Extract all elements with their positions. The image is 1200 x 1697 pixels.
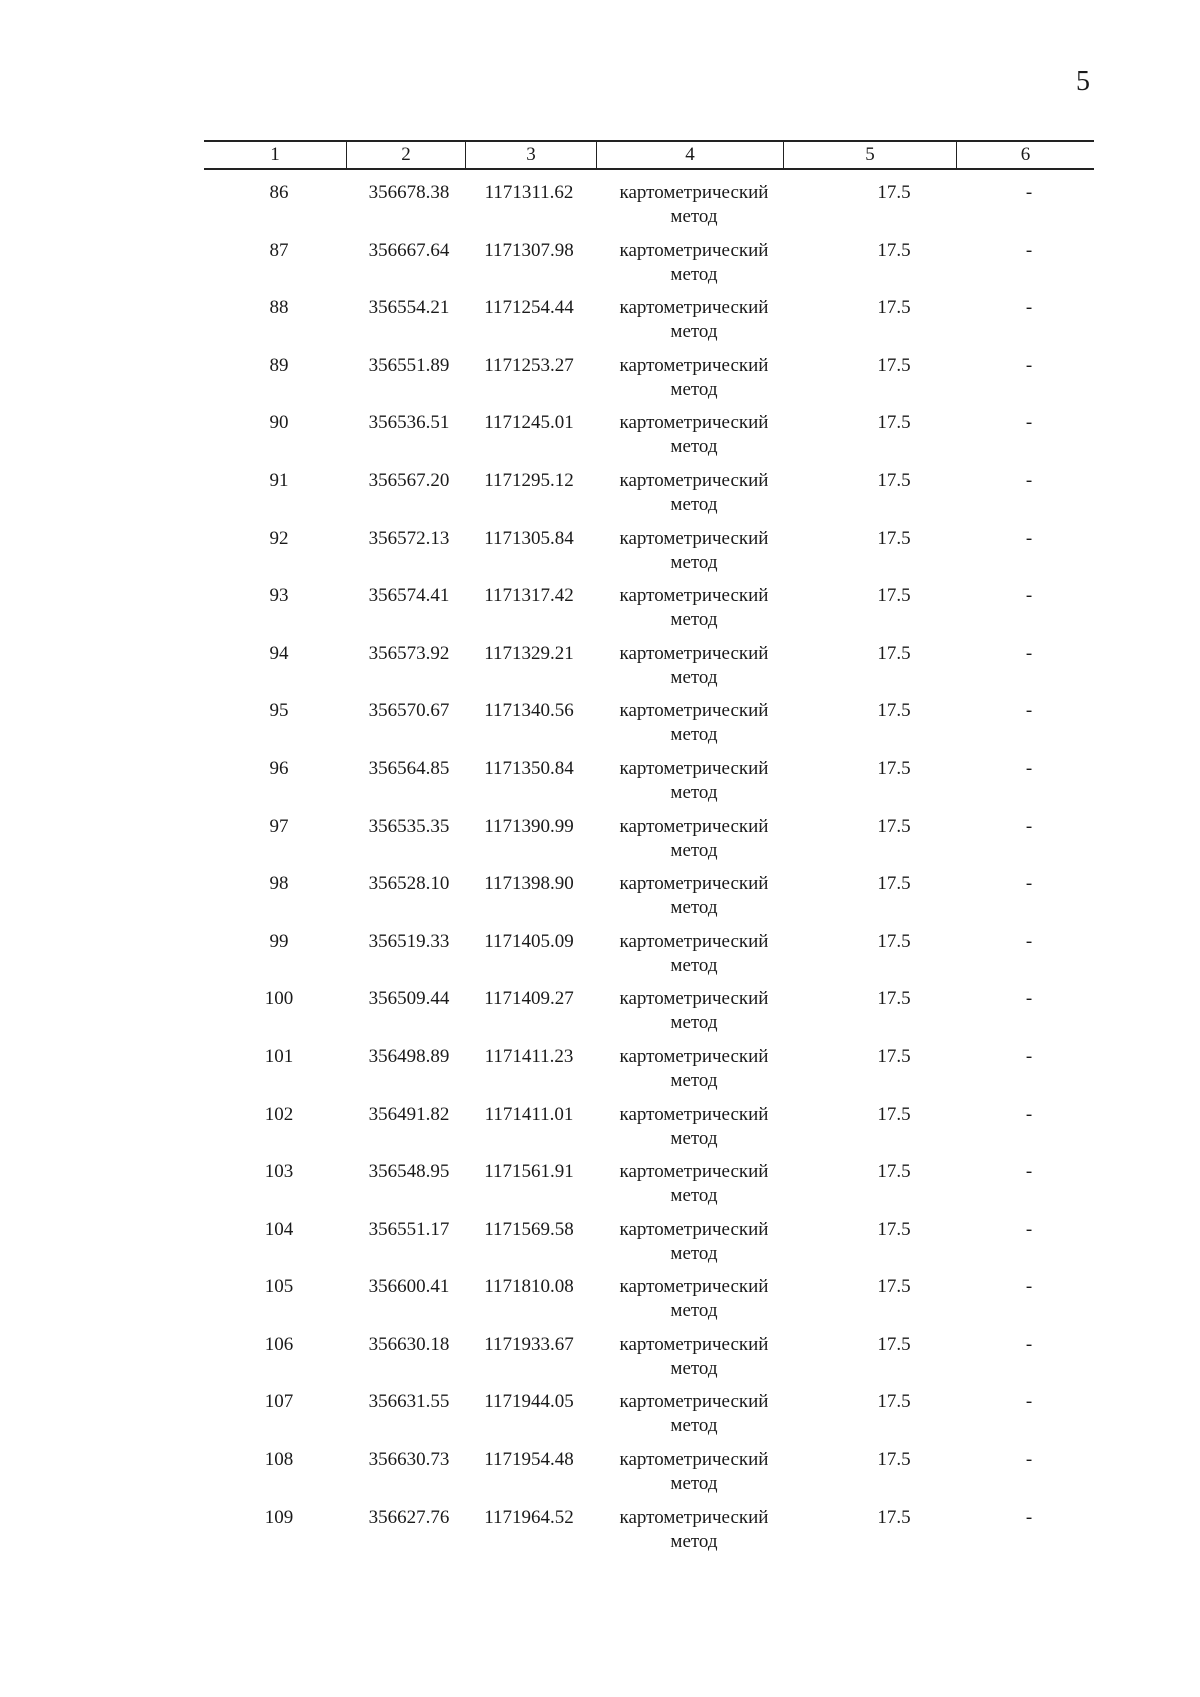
point-number: 90 [269,412,289,434]
method [594,411,794,459]
coord-y: 1171411.01 [484,1103,574,1125]
table-row [204,757,1094,815]
accuracy: 17.5 [877,469,911,491]
method-line-2: метод [670,378,718,400]
accuracy: 17.5 [877,354,911,376]
point-number: 109 [264,1506,294,1528]
coord-x: 356678.38 [368,182,450,203]
table-row [204,1218,1094,1276]
point-number: 89 [269,354,289,376]
method-line-2: метод [670,436,718,458]
point-number: 88 [269,297,289,319]
accuracy: 17.5 [877,642,911,664]
method-line-1: картометрический [619,182,769,203]
method-line-2: метод [670,551,718,573]
accuracy: 17.5 [877,182,911,203]
method-line-1: картометрический [619,988,769,1010]
column-header-1: 1 [270,144,280,165]
table-row [204,239,1094,297]
accuracy: 17.5 [877,1161,911,1183]
table-row [204,411,1094,469]
method-line-1: картометрический [619,1103,769,1125]
coord-y: 1171944.05 [484,1391,574,1413]
coord-y: 1171933.67 [484,1333,574,1355]
point-number: 95 [269,700,289,722]
accuracy: 17.5 [877,297,911,319]
accuracy: 17.5 [877,585,911,607]
method [594,296,794,344]
point-number: 106 [264,1333,294,1355]
method [594,1275,794,1323]
note: - [1025,239,1033,261]
table-row [204,1390,1094,1448]
method [594,527,794,575]
note: - [1025,182,1033,203]
point-number: 96 [269,757,289,779]
coord-x: 356554.21 [368,297,450,319]
method-line-2: метод [670,1185,718,1207]
method [594,757,794,805]
point-number: 101 [264,1045,294,1067]
note: - [1025,469,1033,491]
method-line-1: картометрический [619,527,769,549]
method [594,584,794,632]
method-line-2: метод [670,1127,718,1149]
coord-x: 356491.82 [368,1103,450,1125]
note: - [1025,1449,1033,1471]
point-number: 105 [264,1276,294,1298]
method [594,181,794,229]
point-number: 100 [264,988,294,1010]
coord-x: 356630.18 [368,1333,450,1355]
table-row [204,1275,1094,1333]
point-number: 99 [269,930,289,952]
accuracy: 17.5 [877,1045,911,1067]
method-line-1: картометрический [619,815,769,837]
accuracy: 17.5 [877,1276,911,1298]
point-number: 98 [269,873,289,895]
method-line-2: метод [670,897,718,919]
coord-y: 1171409.27 [484,988,574,1010]
method-line-2: метод [670,263,718,285]
coord-y: 1171245.01 [484,412,574,434]
accuracy: 17.5 [877,1506,911,1528]
method-line-2: метод [670,321,718,343]
coord-y: 1171329.21 [484,642,574,664]
coord-y: 1171390.99 [484,815,574,837]
table-row [204,872,1094,930]
accuracy: 17.5 [877,1449,911,1471]
method [594,1103,794,1151]
method [594,987,794,1035]
accuracy: 17.5 [877,930,911,952]
column-header-3: 3 [526,144,536,165]
table-body [204,181,1094,1563]
coord-y: 1171254.44 [484,297,574,319]
coord-x: 356627.76 [368,1506,450,1528]
coord-x: 356667.64 [368,239,450,261]
method [594,930,794,978]
column-header-4: 4 [685,144,695,165]
coord-y: 1171350.84 [484,757,574,779]
method [594,1160,794,1208]
page-number: 5 [1076,66,1090,97]
method [594,699,794,747]
method-line-1: картометрический [619,469,769,491]
note: - [1025,585,1033,607]
method-line-1: картометрический [619,297,769,319]
method-line-1: картометрический [619,757,769,779]
note: - [1025,1333,1033,1355]
method-line-2: метод [670,1242,718,1264]
accuracy: 17.5 [877,412,911,434]
method-line-2: метод [670,1069,718,1091]
method [594,469,794,517]
method-line-2: метод [670,1415,718,1437]
method-line-2: метод [670,666,718,688]
method-line-1: картометрический [619,239,769,261]
accuracy: 17.5 [877,815,911,837]
method-line-2: метод [670,609,718,631]
table-row [204,584,1094,642]
table-row [204,354,1094,412]
method-line-1: картометрический [619,1333,769,1355]
note: - [1025,1045,1033,1067]
coord-x: 356600.41 [368,1276,450,1298]
coord-x: 356573.92 [368,642,450,664]
note: - [1025,354,1033,376]
method-line-1: картометрический [619,1506,769,1528]
method [594,239,794,287]
coord-y: 1171954.48 [484,1449,574,1471]
point-number: 97 [269,815,289,837]
method-line-2: метод [670,954,718,976]
accuracy: 17.5 [877,700,911,722]
column-header-6: 6 [1020,144,1031,165]
table-row [204,930,1094,988]
coord-x: 356574.41 [368,585,450,607]
coord-x: 356570.67 [368,700,450,722]
note: - [1025,757,1033,779]
coord-x: 356498.89 [368,1045,450,1067]
coord-x: 356551.89 [368,354,450,376]
column-header-5: 5 [865,144,875,165]
coord-x: 356509.44 [368,988,450,1010]
method-line-2: метод [670,1012,718,1034]
method-line-1: картометрический [619,1276,769,1298]
note: - [1025,930,1033,952]
method [594,815,794,863]
note: - [1025,1103,1033,1125]
accuracy: 17.5 [877,988,911,1010]
method-line-1: картометрический [619,1161,769,1183]
note: - [1025,527,1033,549]
coord-x: 356548.95 [368,1161,450,1183]
note: - [1025,297,1033,319]
coord-x: 356564.85 [368,757,450,779]
accuracy: 17.5 [877,239,911,261]
point-number: 92 [269,527,289,549]
method-line-1: картометрический [619,1045,769,1067]
method [594,642,794,690]
coord-y: 1171569.58 [484,1218,574,1240]
method-line-1: картометрический [619,354,769,376]
coord-x: 356630.73 [368,1449,450,1471]
note: - [1025,1506,1033,1528]
method-line-2: метод [670,1300,718,1322]
coord-y: 1171340.56 [484,700,574,722]
accuracy: 17.5 [877,527,911,549]
point-number: 107 [264,1391,294,1413]
coord-x: 356535.35 [368,815,450,837]
method-line-1: картометрический [619,585,769,607]
note: - [1025,642,1033,664]
method-line-2: метод [670,724,718,746]
coord-y: 1171253.27 [484,354,574,376]
table-row [204,1103,1094,1161]
point-number: 94 [269,642,289,664]
table-row [204,699,1094,757]
method [594,1506,794,1554]
point-number: 91 [269,469,289,491]
method-line-1: картометрический [619,930,769,952]
point-number: 102 [264,1103,294,1125]
accuracy: 17.5 [877,1333,911,1355]
method [594,1448,794,1496]
method-line-2: метод [670,493,718,515]
note: - [1025,412,1033,434]
method-line-2: метод [670,206,718,227]
method-line-1: картометрический [619,1218,769,1240]
method-line-1: картометрический [619,412,769,434]
method-line-1: картометрический [619,873,769,895]
method [594,1045,794,1093]
coord-x: 356572.13 [368,527,450,549]
coord-x: 356567.20 [368,469,450,491]
method [594,1333,794,1381]
table-row [204,1506,1094,1564]
coord-x: 356631.55 [368,1391,450,1413]
method [594,872,794,920]
method-line-1: картометрический [619,642,769,664]
coord-y: 1171317.42 [484,585,574,607]
coord-y: 1171307.98 [484,239,574,261]
point-number: 103 [264,1161,294,1183]
accuracy: 17.5 [877,873,911,895]
coord-y: 1171810.08 [484,1276,574,1298]
point-number: 108 [264,1449,294,1471]
table-row [204,527,1094,585]
coord-x: 356528.10 [368,873,450,895]
coord-y: 1171405.09 [484,930,574,952]
table-row [204,1160,1094,1218]
coord-x: 356519.33 [368,930,450,952]
note: - [1025,1391,1033,1413]
point-number: 104 [264,1218,294,1240]
method-line-2: метод [670,839,718,861]
note: - [1025,700,1033,722]
note: - [1025,988,1033,1010]
point-number: 86 [269,182,289,203]
point-number: 93 [269,585,289,607]
method-line-2: метод [670,1357,718,1379]
coord-y: 1171305.84 [484,527,574,549]
note: - [1025,1218,1033,1240]
table-row [204,1448,1094,1506]
note: - [1025,1276,1033,1298]
method-line-1: картометрический [619,700,769,722]
coord-y: 1171311.62 [484,182,574,203]
table-row [204,1045,1094,1103]
method [594,1218,794,1266]
method-line-2: метод [670,781,718,803]
note: - [1025,873,1033,895]
coord-y: 1171561.91 [484,1161,574,1183]
method [594,1390,794,1438]
accuracy: 17.5 [877,757,911,779]
table-row [204,181,1094,239]
method-line-1: картометрический [619,1449,769,1471]
coord-y: 1171295.12 [484,469,574,491]
method-line-2: метод [670,1473,718,1495]
point-number: 87 [269,239,289,261]
table-row [204,469,1094,527]
coord-y: 1171398.90 [484,873,574,895]
coord-y: 1171964.52 [484,1506,574,1528]
table-row [204,815,1094,873]
coord-y: 1171411.23 [484,1045,574,1067]
method [594,354,794,402]
coord-x: 356551.17 [368,1218,450,1240]
accuracy: 17.5 [877,1218,911,1240]
method-line-2: метод [670,1530,718,1552]
table-row [204,1333,1094,1391]
table-row [204,987,1094,1045]
table-header [204,140,1094,170]
column-header-2: 2 [401,144,411,165]
method-line-1: картометрический [619,1391,769,1413]
note: - [1025,1161,1033,1183]
note: - [1025,815,1033,837]
accuracy: 17.5 [877,1103,911,1125]
accuracy: 17.5 [877,1391,911,1413]
table-row [204,642,1094,700]
coord-x: 356536.51 [368,412,450,434]
table-row [204,296,1094,354]
